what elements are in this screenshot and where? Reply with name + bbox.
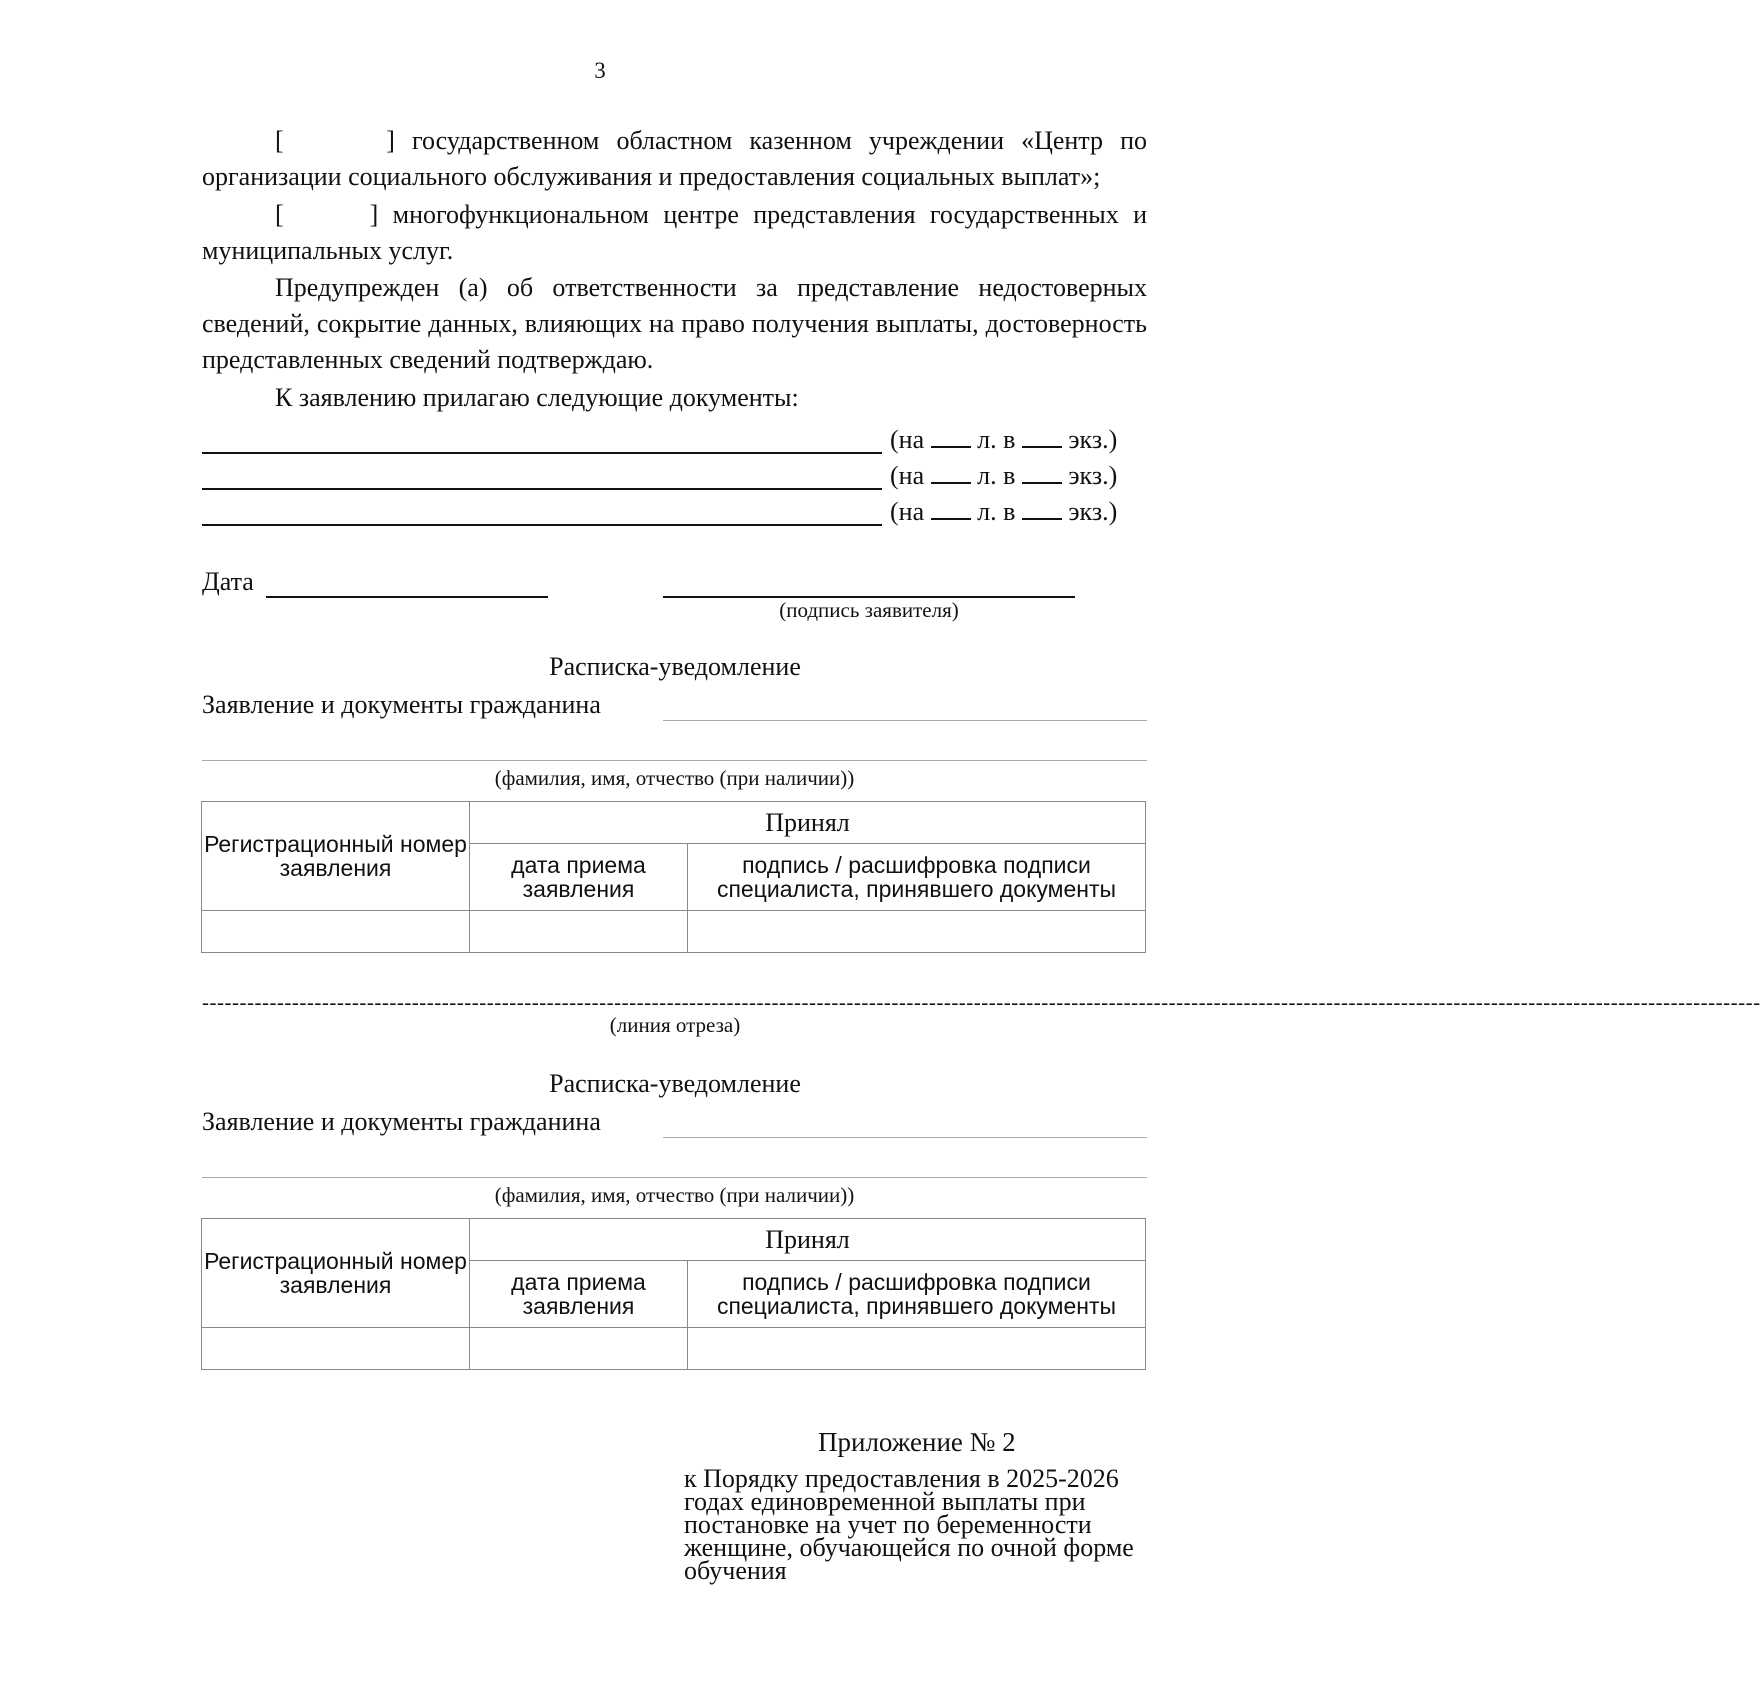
pages-prefix: (на <box>890 497 925 526</box>
date-label: Дата <box>202 567 254 596</box>
pages-field[interactable] <box>931 458 971 484</box>
pages-field[interactable] <box>931 494 971 520</box>
receipt-table <box>201 801 1146 953</box>
signature-cell[interactable] <box>688 1328 1146 1370</box>
pages-middle: л. в <box>977 497 1016 526</box>
signature-header: подпись / расшифровка подписи специалиста, принявшего документы <box>688 844 1146 911</box>
warning-paragraph: Предупрежден (а) об ответственности за представление недостоверных сведений, сокрытие данных, влияющих на право получения выплаты, достоверность представленных сведений подтверждаю. <box>202 273 1147 374</box>
copies-suffix: экз.) <box>1068 425 1118 454</box>
cut-line-caption: (линия отреза) <box>609 1013 741 1037</box>
option-gokU-text: государственном областном казенном учреждении «Центр по организации социального обслуживания и предоставления социальных выплат»; <box>202 126 1148 191</box>
signature-cell[interactable] <box>688 911 1146 953</box>
pages-prefix: (на <box>890 425 925 454</box>
copies-suffix: экз.) <box>1068 497 1118 526</box>
option-mfc-text: многофункциональном центре представления государственных и муниципальных услуг. <box>202 200 1147 265</box>
name-caption: (фамилия, имя, отчество (при наличии)) <box>494 766 855 790</box>
copies-suffix: экз.) <box>1068 461 1118 490</box>
applicant-name-field-2[interactable] <box>202 760 1147 761</box>
reg-number-header: Регистрационный номер заявления <box>202 802 470 911</box>
receipt-table <box>201 1218 1146 1370</box>
appendix-title: Приложение № 2 <box>818 1427 1016 1457</box>
copies-field[interactable] <box>1022 494 1062 520</box>
attachment-row <box>202 494 1142 528</box>
checkbox-gokU[interactable]: [ ] <box>275 126 395 155</box>
applicant-name-field[interactable] <box>663 1137 1147 1138</box>
appendix-text: к Порядку предоставления в 2025-2026 годах единовременной выплаты при постановке на учет по беременности женщине, обучающейся по очной форме обучения <box>684 1464 1134 1585</box>
cut-line: ---------------------------------------------------------------------------------------------------------------------------------------------------------------------------------------------------------------- <box>202 990 1761 1014</box>
checkbox-mfc[interactable]: [ ] <box>275 200 379 229</box>
attachments-intro: К заявлению прилагаю следующие документы: <box>275 383 799 412</box>
copies-field[interactable] <box>1022 422 1062 448</box>
attachment-name-field[interactable] <box>202 452 882 454</box>
pages-prefix: (на <box>890 461 925 490</box>
signature-caption: (подпись заявителя) <box>779 598 959 622</box>
pages-field[interactable] <box>931 422 971 448</box>
attachment-name-field[interactable] <box>202 524 882 526</box>
attachment-name-field[interactable] <box>202 488 882 490</box>
option-gokU <box>202 123 1147 195</box>
pages-middle: л. в <box>977 461 1016 490</box>
accept-date-header: дата приема заявления <box>470 1261 688 1328</box>
receipt-title: Расписка-уведомление <box>549 652 801 681</box>
option-mfc <box>202 197 1147 269</box>
accept-date-cell[interactable] <box>470 1328 688 1370</box>
date-field[interactable] <box>266 596 548 598</box>
copies-field[interactable] <box>1022 458 1062 484</box>
reg-number-cell[interactable] <box>202 911 470 953</box>
name-caption: (фамилия, имя, отчество (при наличии)) <box>494 1183 855 1207</box>
reg-number-cell[interactable] <box>202 1328 470 1370</box>
reg-number-header: Регистрационный номер заявления <box>202 1219 470 1328</box>
applicant-label: Заявление и документы гражданина <box>202 690 601 719</box>
attachment-row <box>202 458 1142 492</box>
attachment-row <box>202 422 1142 456</box>
signature-header: подпись / расшифровка подписи специалиста, принявшего документы <box>688 1261 1146 1328</box>
page-number: 3 <box>594 58 606 83</box>
pages-middle: л. в <box>977 425 1016 454</box>
accepted-header: Принял <box>470 1219 1146 1261</box>
receipt-title: Расписка-уведомление <box>549 1069 801 1098</box>
accepted-header: Принял <box>470 802 1146 844</box>
applicant-name-field-2[interactable] <box>202 1177 1147 1178</box>
applicant-label: Заявление и документы гражданина <box>202 1107 601 1136</box>
accept-date-header: дата приема заявления <box>470 844 688 911</box>
applicant-name-field[interactable] <box>663 720 1147 721</box>
accept-date-cell[interactable] <box>470 911 688 953</box>
